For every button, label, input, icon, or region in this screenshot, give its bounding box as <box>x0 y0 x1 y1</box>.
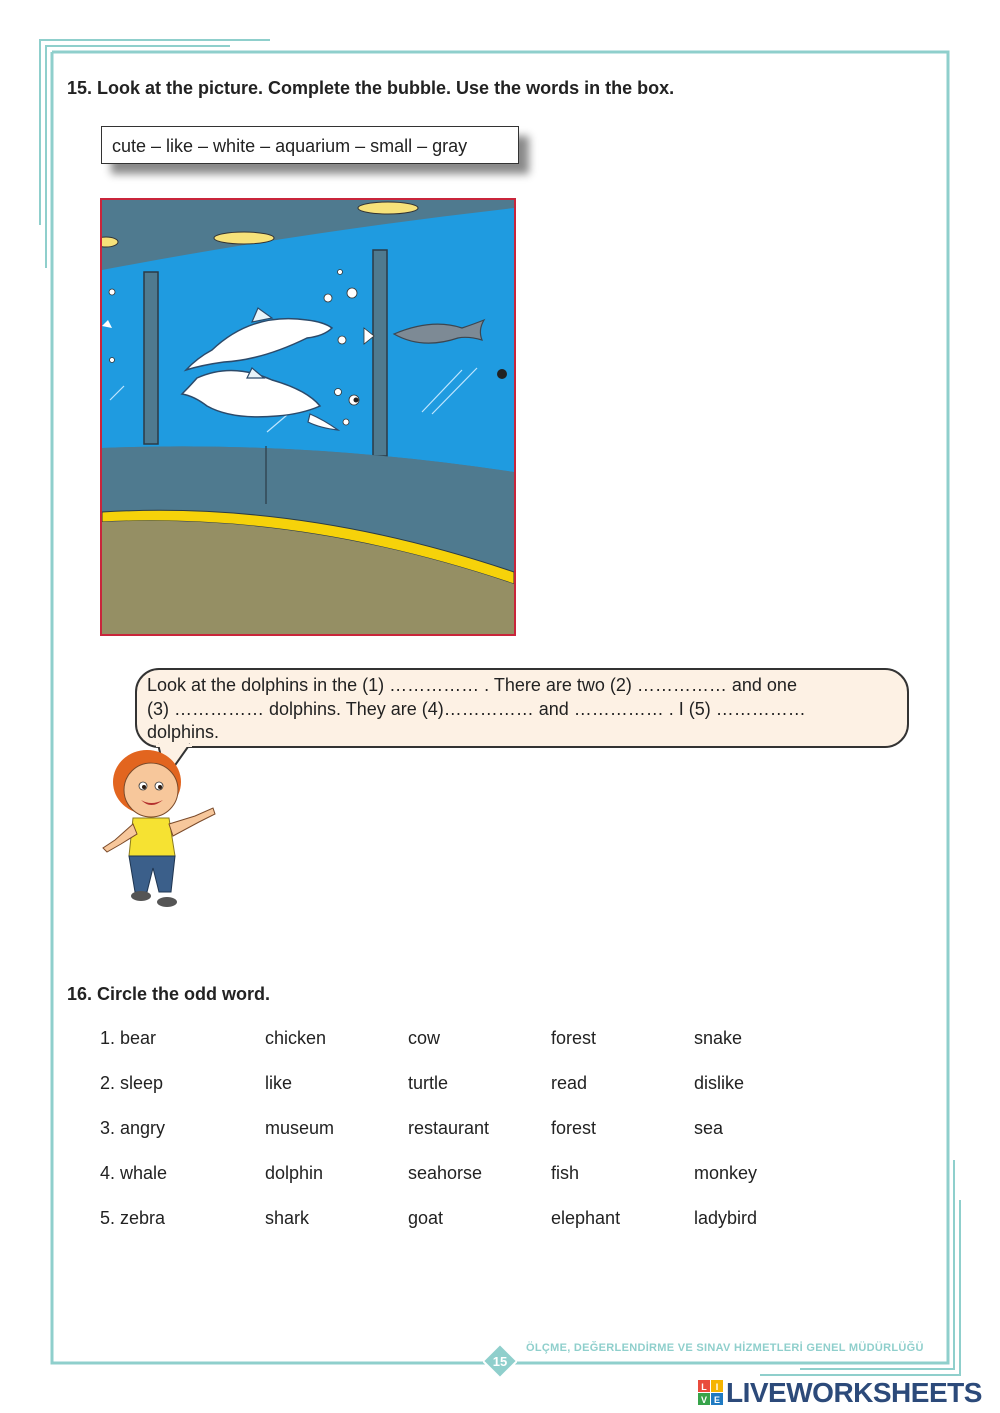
svg-text:E: E <box>713 1395 721 1405</box>
question-15-title: 15. Look at the picture. Complete the bubble. Use the words in the box. <box>67 78 675 98</box>
word-cell[interactable]: seahorse <box>408 1163 483 1183</box>
table-row <box>100 1024 837 1069</box>
logo-badge-icon <box>698 1380 724 1406</box>
speech-bubble <box>135 668 909 748</box>
boy-illustration <box>95 744 225 914</box>
word-cell[interactable]: read <box>551 1073 588 1093</box>
svg-text:L: L <box>701 1382 707 1392</box>
word-cell[interactable]: 4. whale <box>100 1163 168 1183</box>
word-cell[interactable]: goat <box>408 1208 444 1228</box>
page-number-badge <box>483 1344 517 1378</box>
word-cell[interactable]: snake <box>694 1028 743 1048</box>
table-row <box>100 1204 837 1249</box>
question-16-title: 16. Circle the odd word. <box>67 984 271 1004</box>
word-cell[interactable]: 1. bear <box>100 1028 157 1048</box>
word-cell[interactable]: ladybird <box>694 1208 758 1228</box>
word-cell[interactable]: cow <box>408 1028 441 1048</box>
liveworksheets-logo <box>698 1377 982 1409</box>
word-cell[interactable]: museum <box>265 1118 335 1138</box>
word-cell[interactable]: restaurant <box>408 1118 490 1138</box>
aquarium-picture <box>100 198 516 636</box>
word-cell[interactable]: 2. sleep <box>100 1073 164 1093</box>
word-cell[interactable]: dolphin <box>265 1163 324 1183</box>
word-cell[interactable]: monkey <box>694 1163 758 1183</box>
word-cell[interactable]: 3. angry <box>100 1118 166 1138</box>
word-cell[interactable]: forest <box>551 1118 597 1138</box>
bubble-line: (3) …………… dolphins. They are (4)…………… and …………… . I (5) …………… <box>147 698 806 719</box>
svg-text:I: I <box>715 1382 719 1392</box>
table-row <box>100 1069 837 1114</box>
ministry-footer: ÖLÇME, DEĞERLENDİRME VE SINAV HİZMETLERİ GENEL MÜDÜRLÜĞÜ <box>526 1342 924 1354</box>
word-cell[interactable]: chicken <box>265 1028 327 1048</box>
word-cell[interactable]: shark <box>265 1208 310 1228</box>
brand-name: LIVEWORKSHEETS <box>726 1377 982 1408</box>
word-cell[interactable]: 5. zebra <box>100 1208 166 1228</box>
svg-text:V: V <box>700 1395 708 1405</box>
word-cell[interactable]: like <box>265 1073 293 1093</box>
word-box: cute – like – white – aquarium – small – gray <box>101 126 519 164</box>
table-row <box>100 1114 837 1159</box>
word-cell[interactable]: fish <box>551 1163 580 1183</box>
bubble-line: Look at the dolphins in the (1) …………… . There are two (2) …………… and one <box>147 675 797 695</box>
odd-word-table <box>100 1024 837 1249</box>
word-cell[interactable]: elephant <box>551 1208 621 1228</box>
page-number: 15 <box>492 1354 508 1369</box>
word-cell[interactable]: dislike <box>694 1073 745 1093</box>
word-cell[interactable]: forest <box>551 1028 597 1048</box>
bubble-line: dolphins. <box>147 722 220 742</box>
word-cell[interactable]: sea <box>694 1118 724 1138</box>
word-cell[interactable]: turtle <box>408 1073 449 1093</box>
table-row <box>100 1159 837 1204</box>
